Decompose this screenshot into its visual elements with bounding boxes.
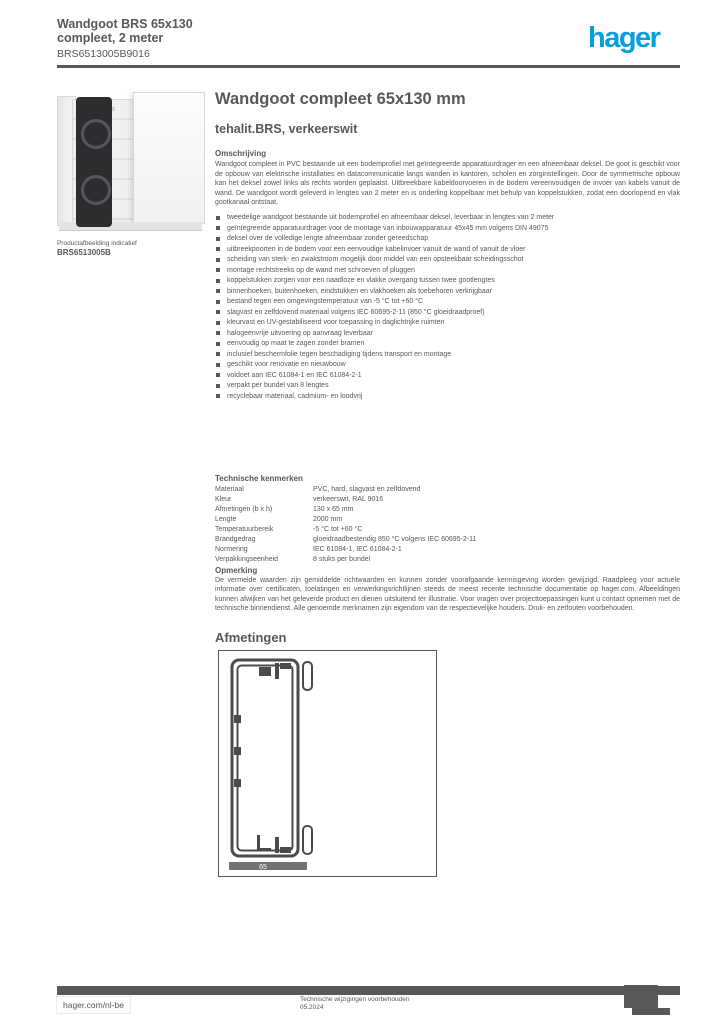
feature-text: voldoet aan IEC 61084-1 en IEC 61084-2-1 bbox=[227, 371, 362, 379]
photo-caption bbox=[57, 240, 137, 257]
spec-value: IEC 61084-1, IEC 61084-2-1 bbox=[313, 546, 402, 553]
dimension-width-value: 65 bbox=[259, 864, 267, 871]
bullet-square-icon bbox=[216, 342, 220, 346]
spec-row bbox=[215, 525, 680, 535]
page-title: Wandgoot compleet 65x130 mm bbox=[215, 90, 466, 108]
spec-label: Afmetingen (b x h) bbox=[215, 506, 273, 513]
bullet-square-icon bbox=[216, 289, 220, 293]
spec-row bbox=[215, 555, 680, 565]
spec-row bbox=[215, 505, 680, 515]
feature-text: geïntegreerde apparatuurdrager voor de montage van inbouwapparatuur 45x45 mm volgens DIN 49075 bbox=[227, 224, 549, 232]
bullet-square-icon bbox=[216, 394, 220, 398]
dimensions-title: Afmetingen bbox=[215, 630, 287, 645]
spec-label: Temperatuurbereik bbox=[215, 526, 274, 533]
feature-item bbox=[215, 381, 680, 391]
feature-text: tweedelige wandgoot bestaande uit bodemprofiel en afneembaar deksel, leverbaar in lengtes van 2 meter bbox=[227, 214, 555, 221]
feature-text: slagvast en zelfdovend materiaal volgens IEC 60695-2-11 (850 °C gloeidraadproef) bbox=[227, 308, 485, 316]
feature-text: bestand tegen een omgevingstemperatuur van -5 °C tot +60 °C bbox=[227, 298, 424, 305]
note-text: De vermelde waarden zijn gemiddelde richtwaarden en kunnen zonder voorafgaande kennisgeving worden gewijzigd. Raadpleeg voor actuele informatie over certificaten, toelatingen en verwerkingsrichtlijnen steeds de meest recente technische documentatie op hager.com. Afbeeldingen kunnen afwijken van het geleverde product en dienen uitsluitend ter illustratie. Voor vragen over projecttoepassingen kunt u contact opnemen met de technische binnendienst. Alle genoemde merknamen zijn eigendom van de respectievelijke houders. Druk- en zetfouten voorbehouden. bbox=[215, 577, 680, 612]
header-product-line1: Wandgoot BRS 65x130 bbox=[57, 17, 193, 31]
bracket-ring-top bbox=[81, 119, 111, 149]
header-reference: BRS6513005B9016 bbox=[57, 48, 150, 60]
bullet-square-icon bbox=[216, 321, 220, 325]
footer-url-link[interactable]: hager.com/nl-be bbox=[56, 996, 131, 1014]
feature-item bbox=[215, 255, 680, 265]
bullet-square-icon bbox=[216, 247, 220, 251]
spec-label: Brandgedrag bbox=[215, 536, 256, 543]
description-label: Omschrijving bbox=[215, 149, 267, 158]
spec-value: gloeidraadbestendig 850 °C volgens IEC 60695-2-11 bbox=[313, 536, 477, 543]
header-product-block bbox=[57, 17, 193, 61]
feature-text: verpakt per bundel van 8 lengtes bbox=[227, 382, 329, 389]
photo-cover-panel bbox=[133, 92, 205, 224]
bullet-square-icon bbox=[216, 216, 220, 220]
feature-text: deksel over de volledige lengte afneembaar zonder gereedschap bbox=[227, 235, 429, 242]
feature-text: halogeenvrije uitvoering op aanvraag leverbaar bbox=[227, 329, 373, 337]
spec-row bbox=[215, 495, 680, 505]
spec-label: Kleur bbox=[215, 496, 232, 503]
feature-text: koppelstukken zorgen voor een naadloze en vlakke overgang tussen twee gootlengtes bbox=[227, 277, 495, 284]
feature-text: montage rechtstreeks op de wand met schroeven of pluggen bbox=[227, 266, 415, 274]
bullet-square-icon bbox=[216, 279, 220, 283]
feature-item bbox=[215, 329, 680, 339]
feature-text: binnenhoeken, buitenhoeken, eindstukken en vlakhoeken als toebehoren verkrijgbaar bbox=[227, 287, 493, 295]
feature-text: scheiding van sterk- en zwakstroom mogelijk door middel van een opsteekbaar scheidingsschot bbox=[227, 256, 524, 263]
footer-disclaimer bbox=[300, 996, 410, 1012]
spec-value: -5 °C tot +60 °C bbox=[313, 526, 363, 533]
spec-value: 8 stuks per bundel bbox=[313, 556, 371, 563]
feature-item bbox=[215, 308, 680, 318]
footer-date: 05.2024 bbox=[300, 1004, 324, 1011]
spec-value: PVC, hard, slagvast en zelfdovend bbox=[313, 486, 421, 493]
feature-text: geschikt voor renovatie en nieuwbouw bbox=[227, 361, 346, 368]
footer-disclaimer-text: Technische wijzigingen voorbehouden bbox=[300, 996, 410, 1003]
feature-text: inclusief beschermfolie tegen beschadiging tijdens transport en montage bbox=[227, 350, 452, 358]
specs-label: Technische kenmerken bbox=[215, 474, 303, 483]
bullet-square-icon bbox=[216, 268, 220, 272]
bullet-square-icon bbox=[216, 310, 220, 314]
feature-item bbox=[215, 213, 680, 223]
spec-row bbox=[215, 485, 680, 495]
feature-text: kleurvast en UV-gestabiliseerd voor toepassing in daglichtrijke ruimten bbox=[227, 319, 445, 326]
footer-page-marker-tab bbox=[632, 1008, 670, 1015]
spec-value: verkeerswit, RAL 9016 bbox=[313, 496, 384, 503]
page-subtitle: tehalit.BRS, verkeerswit bbox=[215, 122, 358, 136]
bracket-ring-bottom bbox=[81, 175, 111, 205]
bullet-square-icon bbox=[216, 300, 220, 304]
bullet-square-icon bbox=[216, 384, 220, 388]
footer-page-marker bbox=[624, 985, 658, 1008]
spec-row bbox=[215, 545, 680, 555]
feature-item bbox=[215, 392, 680, 402]
feature-text: recyclebaar materiaal, cadmium- en loodvrij bbox=[227, 392, 363, 400]
product-photo bbox=[57, 86, 207, 238]
feature-item bbox=[215, 350, 680, 360]
spec-row bbox=[215, 535, 680, 545]
spec-label: Verpakkingseenheid bbox=[215, 556, 279, 563]
header-product-line2: compleet, 2 meter bbox=[57, 31, 164, 45]
feature-item bbox=[215, 234, 680, 244]
dimension-drawing bbox=[218, 650, 437, 877]
feature-list bbox=[215, 213, 680, 402]
feature-item bbox=[215, 287, 680, 297]
feature-item bbox=[215, 360, 680, 370]
bullet-square-icon bbox=[216, 352, 220, 356]
bullet-square-icon bbox=[216, 331, 220, 335]
spec-row bbox=[215, 515, 680, 525]
bullet-square-icon bbox=[216, 363, 220, 367]
bullet-square-icon bbox=[216, 237, 220, 241]
photo-caption-reference: BRS6513005B bbox=[57, 248, 111, 257]
photo-caption-note: Productafbeelding indicatief bbox=[57, 240, 137, 247]
photo-device-bracket bbox=[76, 97, 112, 227]
profile-cross-section bbox=[219, 651, 435, 875]
spec-label: Normering bbox=[215, 546, 248, 553]
feature-item bbox=[215, 371, 680, 381]
feature-item bbox=[215, 276, 680, 286]
feature-item bbox=[215, 297, 680, 307]
header-rule bbox=[57, 65, 680, 68]
feature-item bbox=[215, 318, 680, 328]
feature-item bbox=[215, 224, 680, 234]
bullet-square-icon bbox=[216, 226, 220, 230]
specs-table bbox=[215, 485, 680, 565]
feature-item bbox=[215, 245, 680, 255]
feature-text: uitbreekpoorten in de bodem voor een eenvoudige kabelinvoer vanuit de wand of vanuit de vloer bbox=[227, 245, 526, 253]
footer-rule bbox=[57, 986, 680, 995]
feature-item bbox=[215, 339, 680, 349]
spec-value: 2000 mm bbox=[313, 516, 343, 523]
description-text: Wandgoot compleet in PVC bestaande uit een bodemprofiel met geïntegreerde apparatuurdrager en een afneembaar deksel. De goot is geschikt voor de opbouw van elektrische installaties en datacommunicatie langs wanden in kantoren, scholen en zorginstellingen. Door de symmetrische opbouw kan het deksel zowel links als rechts worden geplaatst. Uitbreekbare kabeldoorvoeren in de bodem vereenvoudigen de invoer van kabels vanuit de wand. De wandgoot wordt geleverd in lengtes van 2 meter en is onderling koppelbaar met behulp van koppelstukken, zodat een doorlopend en vlak gootkanaal ontstaat. bbox=[215, 161, 680, 206]
feature-text: eenvoudig op maat te zagen zonder bramen bbox=[227, 340, 365, 347]
bullet-square-icon bbox=[216, 373, 220, 377]
hager-logo: hager bbox=[588, 22, 660, 54]
note-label: Opmerking bbox=[215, 566, 258, 575]
spec-label: Materiaal bbox=[215, 486, 244, 493]
spec-value: 130 x 65 mm bbox=[313, 506, 354, 513]
feature-item bbox=[215, 266, 680, 276]
spec-label: Lengte bbox=[215, 516, 237, 523]
bullet-square-icon bbox=[216, 258, 220, 262]
